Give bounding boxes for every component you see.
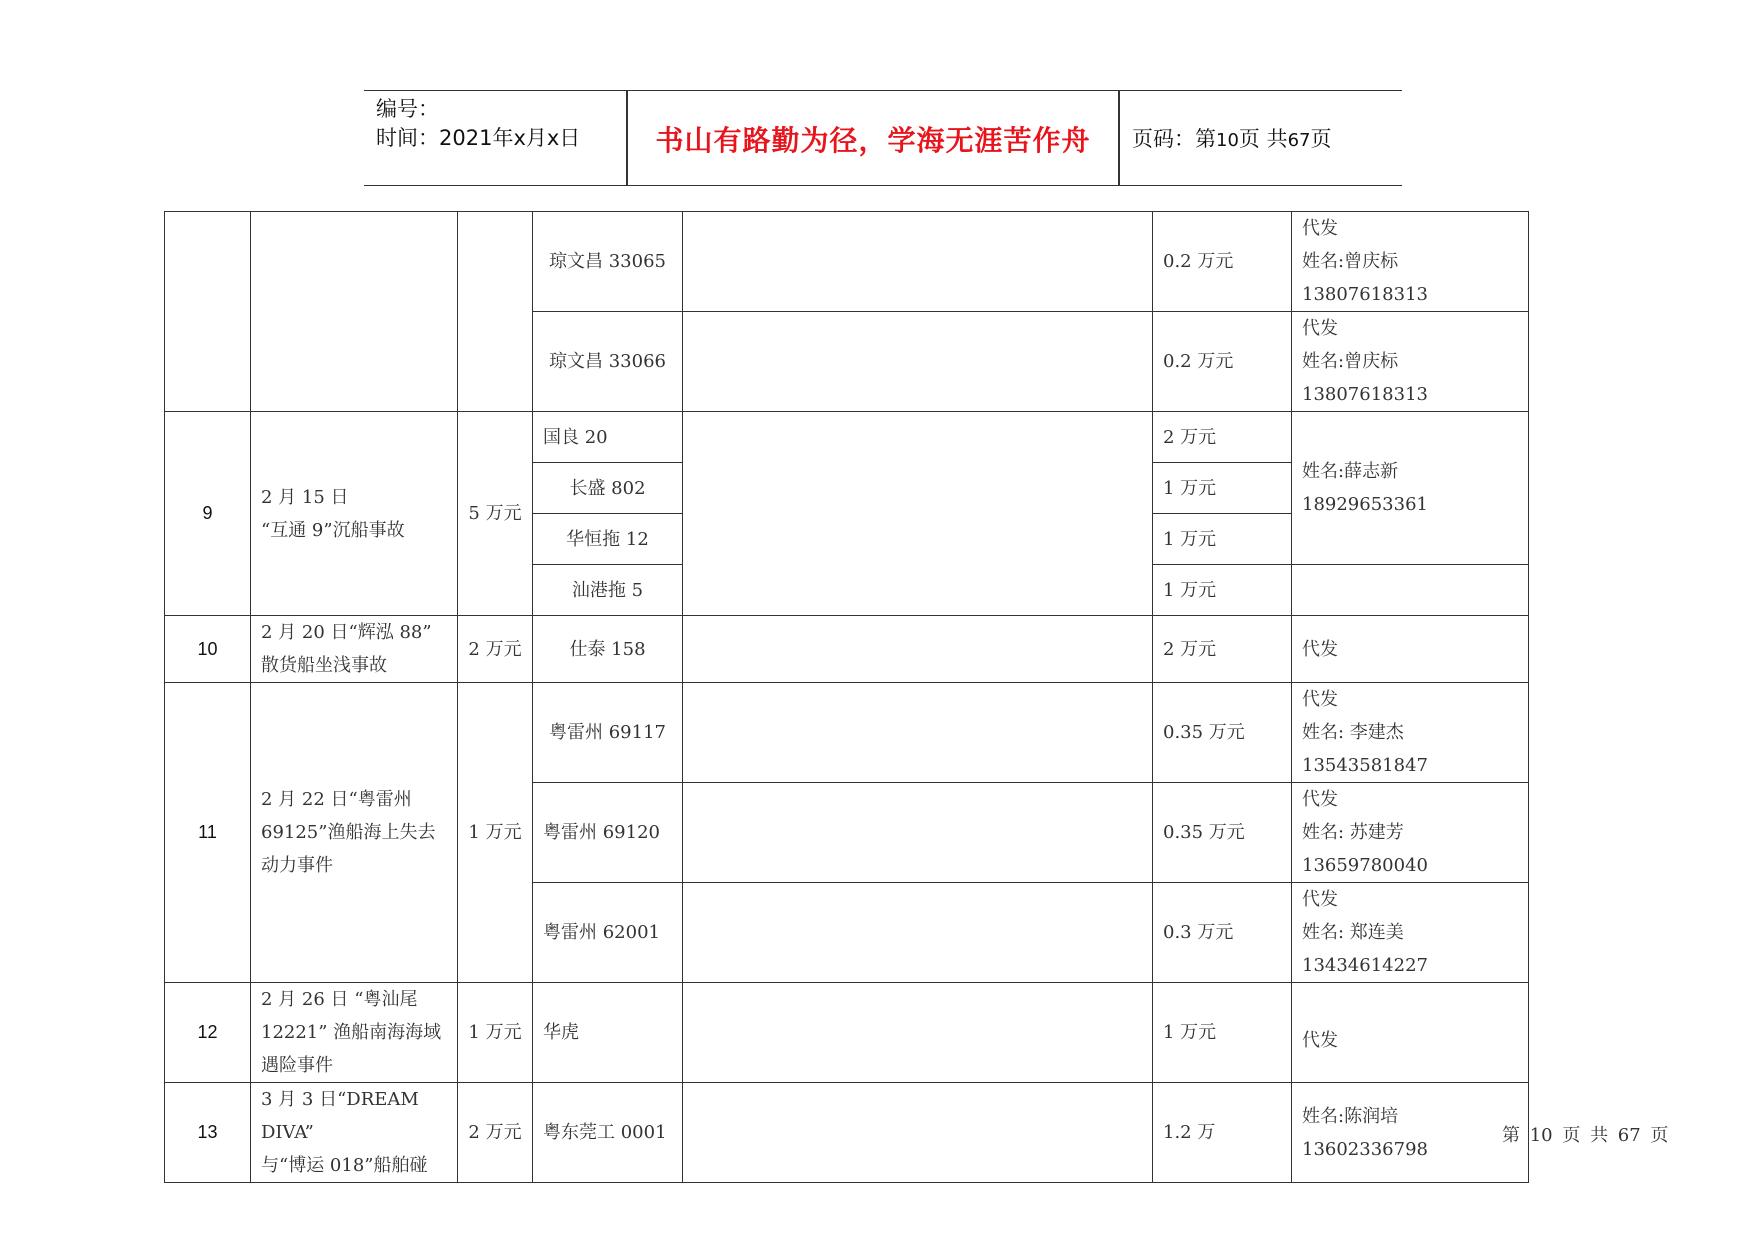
amount-cell: 1 万元 (1153, 514, 1292, 565)
ship-cell: 华恒拖 12 (533, 514, 683, 565)
amount-cell: 2 万元 (1153, 616, 1292, 683)
event-line: 遇险事件 (261, 1055, 333, 1076)
note-cell (1292, 212, 1529, 312)
ship-cell: 粤东莞工 0001 (533, 1083, 683, 1183)
page-prefix: 页码：第 (1132, 127, 1216, 151)
blank-cell (683, 1083, 1153, 1183)
event-cell (251, 212, 458, 412)
total-cell: 1 万元 (458, 683, 533, 983)
ship-cell: 汕港拖 5 (533, 565, 683, 616)
note-line: 13807618313 (1302, 384, 1428, 405)
ship-cell: 粤雷州 69120 (533, 783, 683, 883)
note-line: 姓名:曾庆标 (1302, 251, 1399, 272)
total-cell: 2 万元 (458, 616, 533, 683)
table-row (165, 616, 1529, 683)
event-cell (251, 683, 458, 983)
event-line: 69125”渔船海上失去 (261, 822, 436, 843)
event-line: 散货船坐浅事故 (261, 655, 387, 676)
page-mid: 页 共 (1238, 127, 1288, 151)
note-line: 姓名: 苏建芳 13659780040 (1302, 822, 1428, 876)
event-cell (251, 983, 458, 1083)
total-cell: 1 万元 (458, 983, 533, 1083)
note-cell (1292, 983, 1529, 1083)
ship-cell: 仕泰 158 (533, 616, 683, 683)
page-footer: 第 10 页 共 67 页 (1502, 1125, 1669, 1146)
event-line: 与“博运 018”船舶碰 (261, 1155, 428, 1176)
event-cell (251, 412, 458, 616)
amount-cell: 0.35 万元 (1153, 783, 1292, 883)
row-number-cell: 13 (165, 1083, 251, 1183)
ship-cell: 粤雷州 69117 (533, 683, 683, 783)
amount-cell: 0.2 万元 (1153, 312, 1292, 412)
blank-cell (683, 883, 1153, 983)
amount-cell: 2 万元 (1153, 412, 1292, 463)
note-line: 姓名:曾庆标 (1302, 351, 1399, 372)
event-line: 动力事件 (261, 855, 333, 876)
note-cell (1292, 883, 1529, 983)
page-suffix: 页 (1310, 127, 1332, 151)
note-cell (1292, 565, 1529, 616)
ship-cell: 国良 20 (533, 412, 683, 463)
event-line: 2 月 20 日“辉泓 88” (261, 622, 432, 643)
total-cell: 2 万元 (458, 1083, 533, 1183)
blank-cell (683, 783, 1153, 883)
amount-cell: 1 万元 (1153, 983, 1292, 1083)
row-number-cell: 11 (165, 683, 251, 983)
event-line: 2 月 22 日“粤雷州 (261, 789, 412, 810)
note-line: 18929653361 (1302, 494, 1428, 515)
note-line: 姓名:陈润培 (1302, 1105, 1399, 1127)
table-row (165, 212, 1529, 312)
header-motto: 书山有路勤为径，学海无涯苦作舟 (655, 124, 1091, 157)
note-line: 13602336798 (1302, 1138, 1428, 1160)
blank-cell (683, 683, 1153, 783)
note-cell (1292, 683, 1529, 783)
note-line: 代发 (1302, 689, 1338, 710)
total-cell (458, 212, 533, 412)
event-line: 3 月 3 日“DREAM DIVA” (261, 1089, 419, 1143)
amount-cell: 1.2 万 (1153, 1083, 1292, 1183)
blank-cell (683, 212, 1153, 312)
blank-cell (683, 616, 1153, 683)
note-cell (1292, 783, 1529, 883)
event-cell (251, 1083, 458, 1183)
event-line: 12221” 渔船南海海域 (261, 1022, 442, 1043)
blank-cell (683, 412, 1153, 616)
page-header (364, 90, 1402, 186)
ship-cell: 琼文昌 33066 (533, 312, 683, 412)
note-line: 13807618313 (1302, 284, 1428, 305)
header-meta (376, 95, 580, 153)
note-line: 姓名: 郑连美 13434614227 (1302, 922, 1428, 976)
header-page-indicator (1132, 123, 1332, 153)
amount-cell: 1 万元 (1153, 463, 1292, 514)
note-cell (1292, 1083, 1529, 1183)
note-line: 代发 (1302, 789, 1338, 810)
blank-cell (683, 312, 1153, 412)
total-cell: 5 万元 (458, 412, 533, 616)
table-row (165, 983, 1529, 1083)
amount-cell: 0.35 万元 (1153, 683, 1292, 783)
table-row (165, 683, 1529, 783)
amount-cell: 1 万元 (1153, 565, 1292, 616)
page-current: 10 (1216, 130, 1239, 151)
note-cell (1292, 412, 1529, 565)
note-line: 代发 (1302, 1029, 1338, 1051)
note-line: 姓名: 李建杰 13543581847 (1302, 722, 1428, 776)
event-line: 2 月 26 日 “粤汕尾 (261, 989, 418, 1010)
ship-cell: 琼文昌 33065 (533, 212, 683, 312)
note-line: 代发 (1302, 218, 1338, 239)
note-line: 代发 (1302, 318, 1338, 339)
note-line: 代发 (1302, 638, 1338, 660)
ship-cell: 长盛 802 (533, 463, 683, 514)
rescue-reward-table (164, 211, 1529, 1183)
note-line: 姓名:薛志新 (1302, 461, 1399, 482)
note-line: 代发 (1302, 889, 1338, 910)
serial-label: 编号： (376, 97, 439, 121)
blank-cell (683, 983, 1153, 1083)
note-cell (1292, 312, 1529, 412)
event-line: 2 月 15 日 (261, 486, 349, 508)
event-cell (251, 616, 458, 683)
row-number-cell: 10 (165, 616, 251, 683)
header-divider (1118, 91, 1120, 185)
row-number-cell: 12 (165, 983, 251, 1083)
table-row (165, 1083, 1529, 1183)
amount-cell: 0.3 万元 (1153, 883, 1292, 983)
table-row (165, 412, 1529, 463)
event-line: “互通 9”沉船事故 (261, 519, 405, 541)
note-cell (1292, 616, 1529, 683)
row-number-cell: 9 (165, 412, 251, 616)
page-total: 67 (1287, 130, 1311, 151)
amount-cell: 0.2 万元 (1153, 212, 1292, 312)
row-number-cell (165, 212, 251, 412)
ship-cell: 华虎 (533, 983, 683, 1083)
ship-cell: 粤雷州 62001 (533, 883, 683, 983)
time-label: 时间：2021年x月x日 (376, 126, 581, 150)
